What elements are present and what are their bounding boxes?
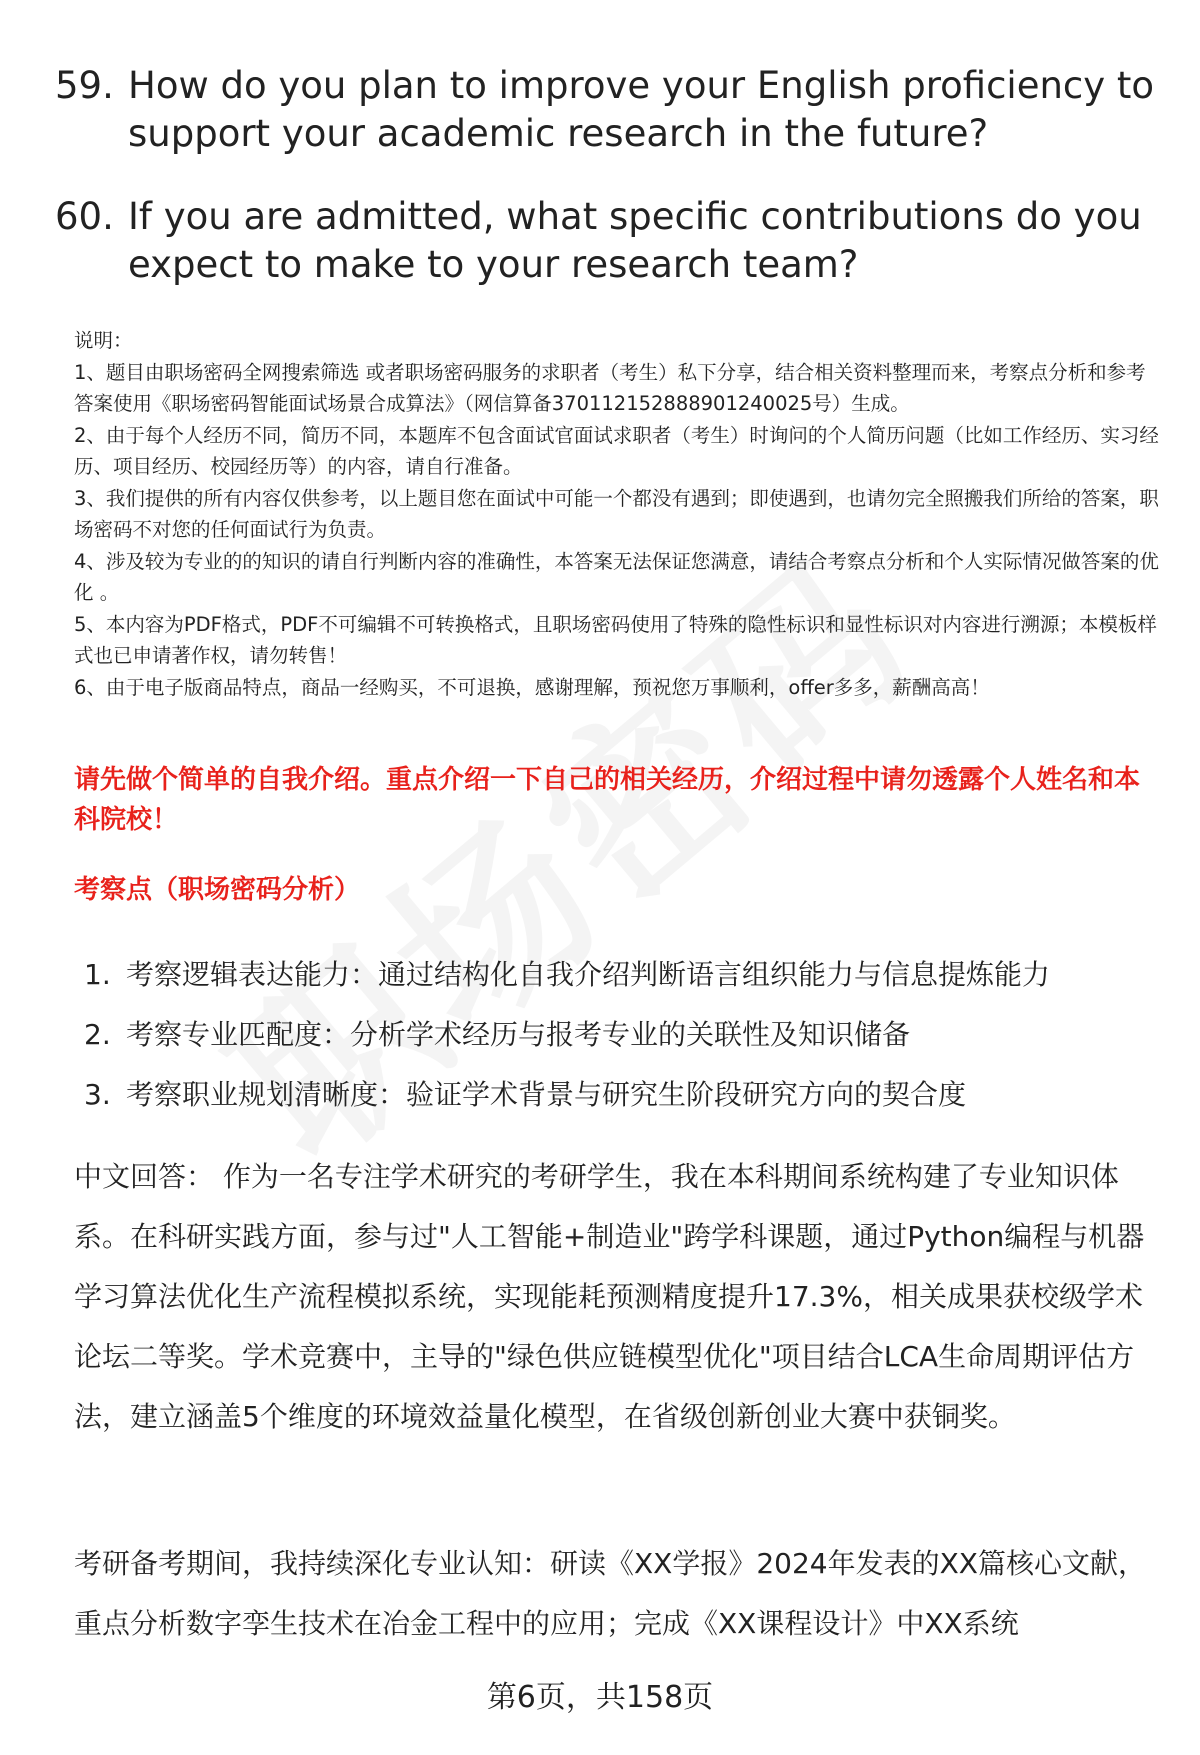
note-item: 1、题目由职场密码全网搜索筛选 或者职场密码服务的求职者（考生）私下分享，结合相关资料整理而来，考察点分析和参考答案使用《职场密码智能面试场景合成算法》（网信算备370112152888901240025号）生成。	[74, 360, 1146, 415]
analysis-heading: 考察点（职场密码分析）	[74, 875, 361, 905]
list-item	[84, 945, 1050, 1005]
question-number: 60.	[55, 195, 114, 238]
question-number: 59.	[55, 64, 114, 107]
point-number: 3.	[84, 1078, 111, 1111]
question-59	[55, 62, 1155, 158]
list-item	[84, 1005, 1050, 1065]
point-text: 考察专业匹配度：分析学术经历与报考专业的关联性及知识储备	[126, 1018, 911, 1051]
note-item: 3、我们提供的所有内容仅供参考，以上题目您在面试中可能一个都没有遇到；即使遇到，也请勿完全照搬我们所给的答案，职场密码不对您的任何面试行为负责。	[74, 486, 1159, 541]
question-text: If you are admitted, what specific contributions do you expect to make to your research team?	[128, 195, 1142, 286]
point-text: 考察逻辑表达能力：通过结构化自我介绍判断语言组织能力与信息提炼能力	[126, 958, 1051, 991]
question-heading: 请先做个简单的自我介绍。重点介绍一下自己的相关经历，介绍过程中请勿透露个人姓名和本科院校！	[74, 765, 1141, 835]
list-item	[84, 1065, 1050, 1125]
point-text: 考察职业规划清晰度：验证学术背景与研究生阶段研究方向的契合度	[126, 1078, 967, 1111]
notes-title: 说明：	[74, 329, 133, 352]
note-item: 4、涉及较为专业的的知识的请自行判断内容的准确性，本答案无法保证您满意，请结合考察点分析和个人实际情况做答案的优化 。	[74, 549, 1159, 604]
note-item: 6、由于电子版商品特点，商品一经购买，不可退换，感谢理解，预祝您万事顺利，offer多多，薪酬高高！	[74, 675, 990, 699]
question-text: How do you plan to improve your English proficiency to support your academic research in the future?	[128, 64, 1155, 155]
point-number: 1.	[84, 958, 111, 991]
answer-paragraph: 考研备考期间，我持续深化专业认知：研读《XX学报》2024年发表的XX篇核心文献，重点分析数字孪生技术在冶金工程中的应用；完成《XX课程设计》中XX系统	[74, 1547, 1146, 1640]
answer-paragraph: 中文回答： 作为一名专注学术研究的考研学生，我在本科期间系统构建了专业知识体系。在科研实践方面，参与过"人工智能+制造业"跨学科课题，通过Python编程与机器学习算法优化生产流程模拟系统，实现能耗预测精度提升17.3%，相关成果获校级学术论坛二等奖。学术竞赛中，主导的"绿色供应链模型优化"项目结合LCA生命周期评估方法，建立涵盖5个维度的环境效益量化模型，在省级创新创业大赛中获铜奖。	[74, 1160, 1145, 1433]
analysis-points	[84, 945, 1050, 1125]
page-number: 第6页，共158页	[486, 1680, 714, 1715]
notes-section	[74, 325, 1164, 703]
question-60	[55, 193, 1155, 289]
note-item: 5、本内容为PDF格式，PDF不可编辑不可转换格式，且职场密码使用了特殊的隐性标识和显性标识对内容进行溯源；本模板样式也已申请著作权，请勿转售！	[74, 612, 1157, 667]
point-number: 2.	[84, 1018, 111, 1051]
note-item: 2、由于每个人经历不同，简历不同，本题库不包含面试官面试求职者（考生）时询问的个人简历问题（比如工作经历、实习经历、项目经历、校园经历等）的内容，请自行准备。	[74, 423, 1159, 478]
